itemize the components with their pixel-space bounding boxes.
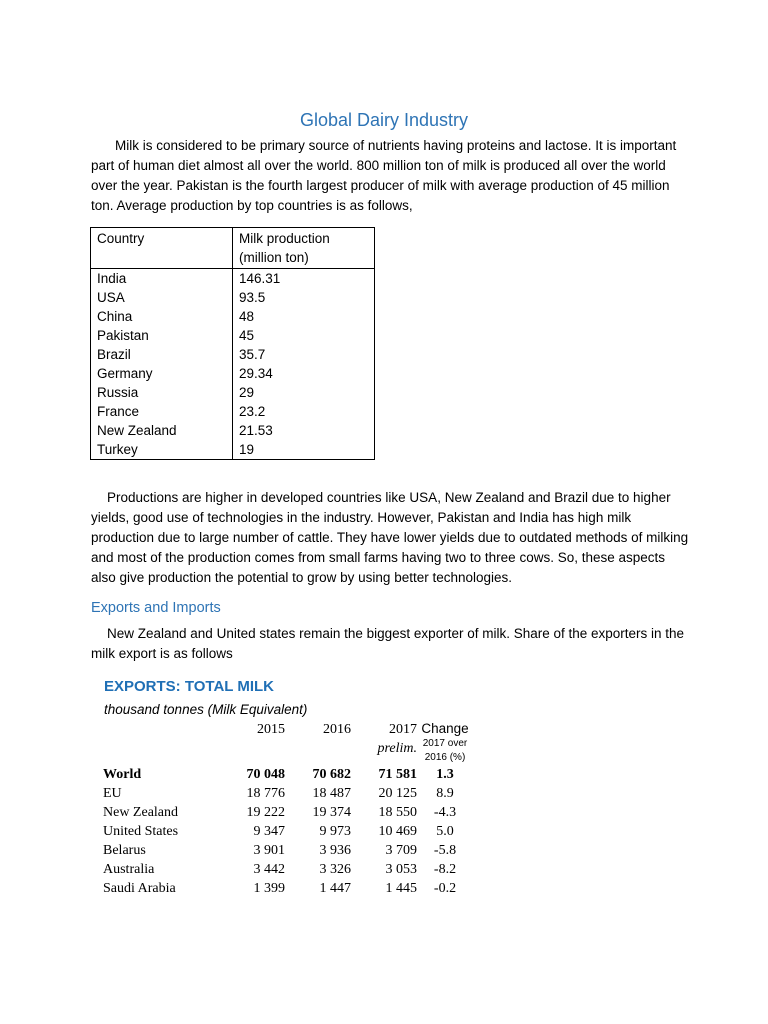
header-2017-year: 2017	[389, 722, 417, 737]
value-cell: 23.2	[233, 402, 375, 421]
exporter-name: Australia	[103, 862, 155, 877]
intro-paragraph	[91, 136, 691, 216]
value-cell: 35.7	[233, 345, 375, 364]
value-2016: 19 374	[312, 805, 351, 820]
value-2015: 3 442	[253, 862, 285, 877]
exports-row	[100, 841, 473, 860]
production-table-header	[91, 228, 375, 269]
exporter-name: Saudi Arabia	[103, 881, 176, 896]
country-cell: India	[91, 269, 233, 289]
exports-row-world	[100, 765, 473, 784]
value-2015: 9 347	[253, 824, 285, 839]
production-text: Productions are higher in developed countries like USA, New Zealand and Brazil due to higher yields, good use of technologies in the industry. However, Pakistan and India has high milk production due to large number of cattle. They have lower yields due to outdated methods of milking and most of the production comes from small farms having two to three cows. So, these aspects also give production the potential to grow by using better technologies.	[91, 490, 689, 585]
table-row	[91, 269, 375, 289]
country-cell: France	[91, 402, 233, 421]
country-cell: Pakistan	[91, 326, 233, 345]
value-2015: 3 901	[253, 843, 285, 858]
header-change-sub1: 2017 over	[422, 738, 468, 749]
header-value-line2: (million ton)	[239, 250, 309, 265]
value-2015: 18 776	[246, 786, 285, 801]
exports-row	[100, 860, 473, 879]
value-2015: 19 222	[246, 805, 285, 820]
exporter-name: World	[103, 767, 142, 782]
header-change-sub2: 2016 (%)	[424, 752, 466, 763]
value-2017: 20 125	[378, 786, 417, 801]
value-cell: 19	[233, 440, 375, 460]
country-cell: Germany	[91, 364, 233, 383]
header-change	[417, 720, 473, 765]
production-paragraph	[91, 488, 691, 588]
value-change: 8.9	[436, 786, 454, 801]
value-change: 5.0	[436, 824, 454, 839]
table-row	[91, 440, 375, 460]
table-row	[91, 307, 375, 326]
value-cell: 146.31	[233, 269, 375, 289]
value-2016: 3 936	[319, 843, 351, 858]
page-title: Global Dairy Industry	[299, 110, 469, 130]
value-change: -8.2	[433, 862, 457, 877]
country-cell: Turkey	[91, 440, 233, 460]
exports-figure-subtitle: thousand tonnes (Milk Equivalent)	[104, 702, 308, 717]
value-2016: 70 682	[312, 767, 351, 782]
value-2017: 1 445	[385, 881, 417, 896]
value-2016: 9 973	[319, 824, 351, 839]
header-blank	[100, 720, 221, 765]
value-2017: 10 469	[378, 824, 417, 839]
value-change: -4.3	[433, 805, 457, 820]
table-row	[91, 364, 375, 383]
value-2017: 3 709	[385, 843, 417, 858]
exports-paragraph	[91, 624, 691, 664]
header-2017	[351, 720, 417, 765]
value-2015: 1 399	[253, 881, 285, 896]
value-2015: 70 048	[246, 767, 285, 782]
table-row	[91, 383, 375, 402]
country-cell: China	[91, 307, 233, 326]
header-2015: 2015	[257, 722, 285, 737]
value-cell: 21.53	[233, 421, 375, 440]
country-cell: Brazil	[91, 345, 233, 364]
table-row	[91, 345, 375, 364]
table-row	[91, 402, 375, 421]
exports-row	[100, 784, 473, 803]
table-row	[91, 326, 375, 345]
value-2016: 18 487	[312, 786, 351, 801]
exports-imports-heading: Exports and Imports	[91, 600, 221, 616]
exporter-name: United States	[103, 824, 179, 839]
exporter-name: Belarus	[103, 843, 146, 858]
header-milk-production	[233, 228, 375, 269]
country-cell: USA	[91, 288, 233, 307]
value-cell: 29	[233, 383, 375, 402]
value-change: -0.2	[433, 881, 457, 896]
exporter-name: New Zealand	[103, 805, 179, 820]
table-row	[91, 288, 375, 307]
exports-table	[100, 720, 473, 898]
exports-figure-title: EXPORTS: TOTAL MILK	[104, 678, 275, 695]
exports-row	[100, 822, 473, 841]
value-2016: 1 447	[319, 881, 351, 896]
exports-row	[100, 803, 473, 822]
exporter-name: EU	[103, 786, 122, 801]
value-cell: 45	[233, 326, 375, 345]
header-change-label: Change	[421, 721, 469, 736]
exports-table-header	[100, 720, 473, 765]
value-change: 1.3	[436, 767, 454, 782]
value-change: -5.8	[433, 843, 457, 858]
exports-row	[100, 879, 473, 898]
value-cell: 29.34	[233, 364, 375, 383]
table-row	[91, 421, 375, 440]
value-cell: 48	[233, 307, 375, 326]
header-value-line1: Milk production	[239, 231, 330, 246]
value-2017: 3 053	[385, 862, 417, 877]
header-country: Country	[91, 228, 233, 269]
production-table	[90, 227, 375, 460]
value-2017: 18 550	[378, 805, 417, 820]
value-cell: 93.5	[233, 288, 375, 307]
header-2016: 2016	[323, 722, 351, 737]
country-cell: New Zealand	[91, 421, 233, 440]
value-2017: 71 581	[378, 767, 417, 782]
header-2017-prelim: prelim.	[377, 741, 417, 756]
value-2016: 3 326	[319, 862, 351, 877]
intro-text: Milk is considered to be primary source of nutrients having proteins and lactose. It is important part of human diet almost all over the world. 800 million ton of milk is produced all over the world over the year. Pakistan is the fourth largest producer of milk with average production of 45 million ton. Average production by top countries is as follows,	[91, 138, 677, 213]
exports-text: New Zealand and United states remain the biggest exporter of milk. Share of the exporters in the milk export is as follows	[91, 626, 685, 661]
country-cell: Russia	[91, 383, 233, 402]
